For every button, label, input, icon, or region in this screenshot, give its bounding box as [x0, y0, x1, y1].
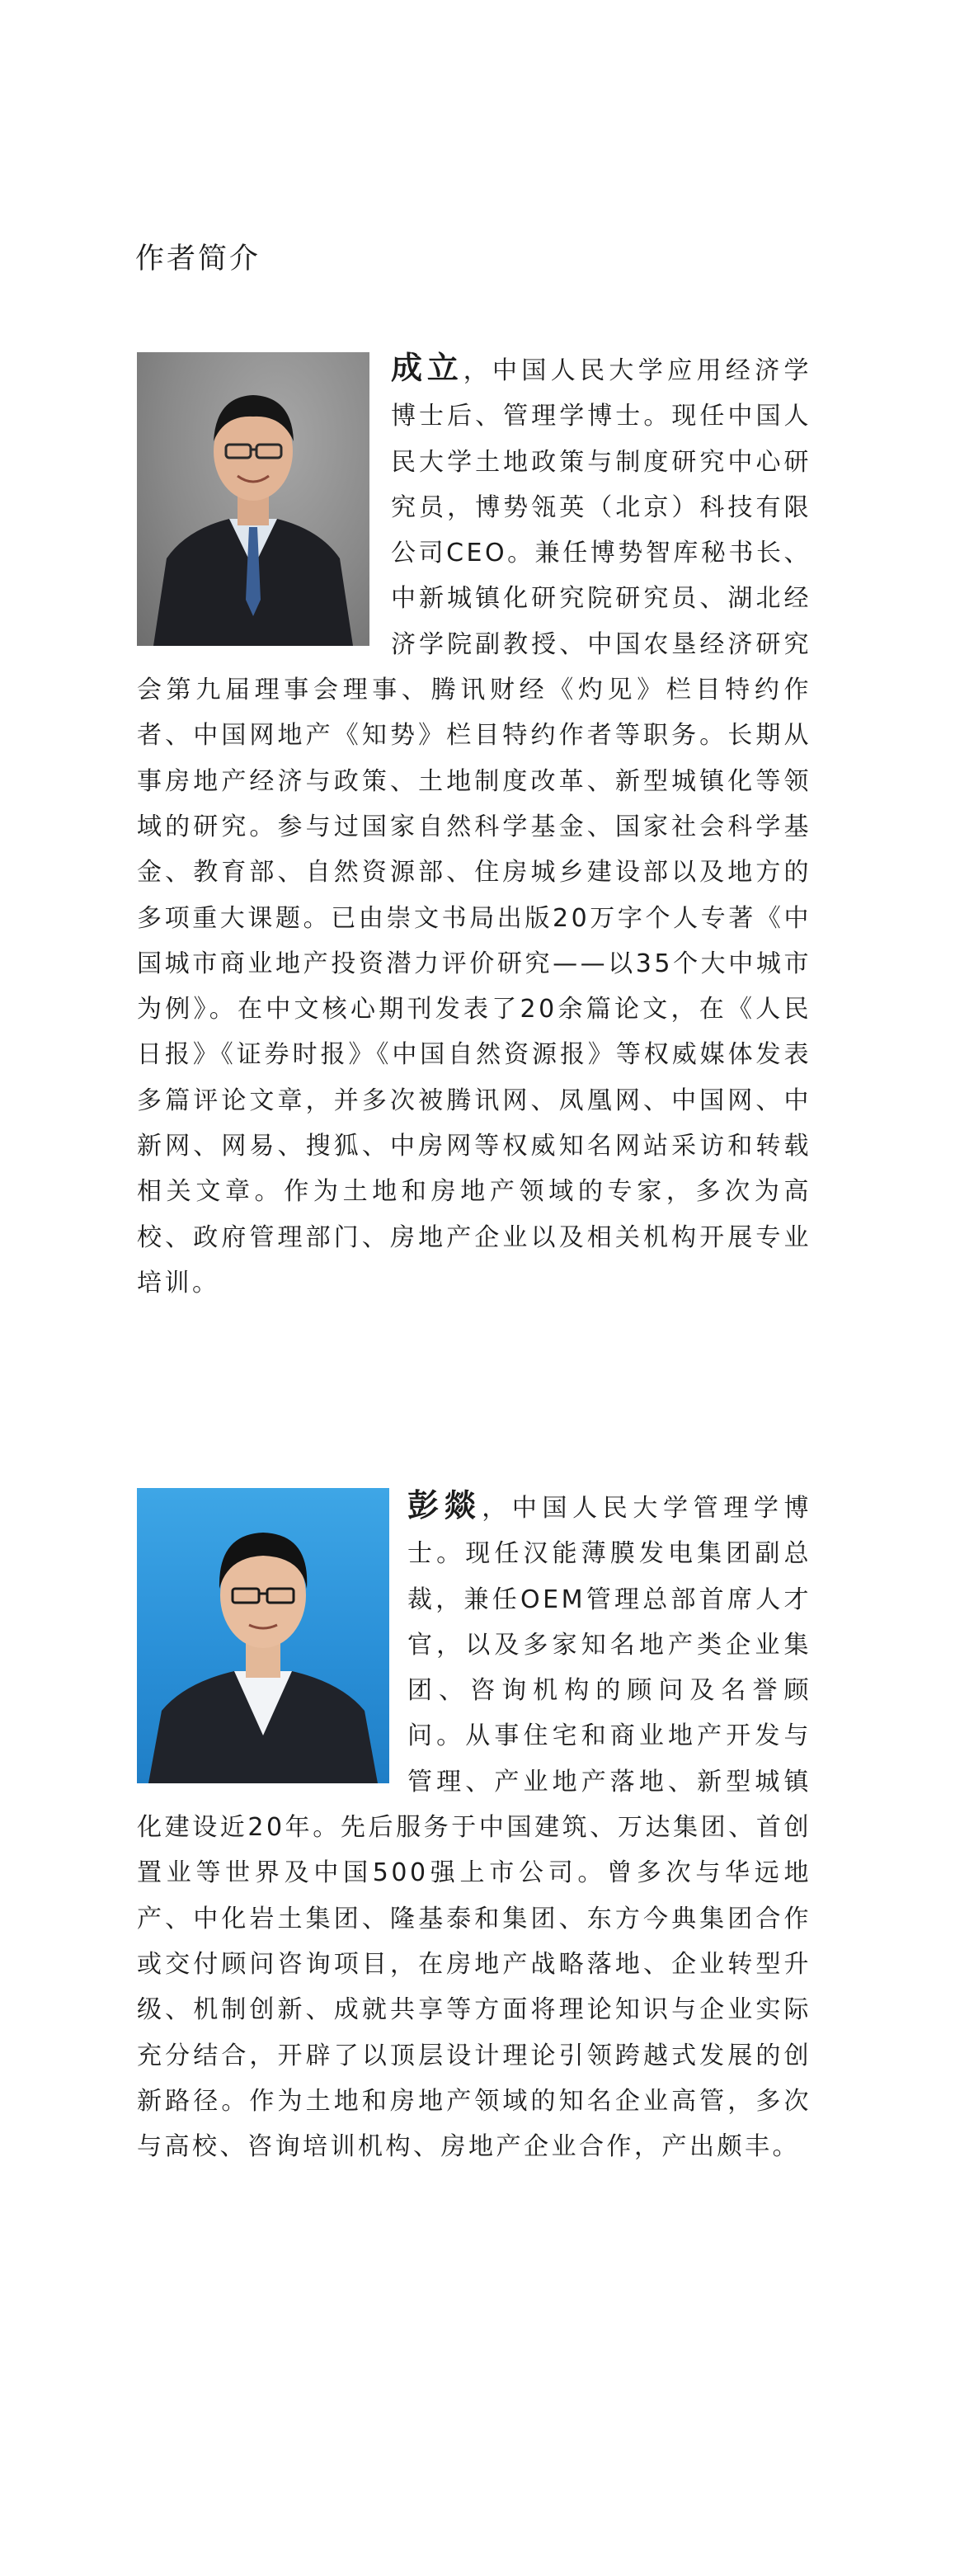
- author-photo-1: [137, 352, 369, 646]
- author-photo-2: [137, 1488, 389, 1783]
- author-name-2: 彭燚: [407, 1487, 482, 1523]
- author-bio-text-1: ，中国人民大学应用经济学博士后、管理学博士。现任中国人民大学土地政策与制度研究中心研究员，博势瓴英（北京）科技有限公司CEO。兼任博势智库秘书长、中新城镇化研究院研究员、湖北经济学院副教授、中国农垦经济研究会第九届理事会理事、腾讯财经《灼见》栏目特约作者、中国网地产《知势》栏目特约作者等职务。长期从事房地产经济与政策、土地制度改革、新型城镇化等领域的研究。参与过国家自然科学基金、国家社会科学基金、教育部、自然资源部、住房城乡建设部以及地方的多项重大课题。已由崇文书局出版20万字个人专著《中国城市商业地产投资潜力评价研究——以35个大中城市为例》。在中文核心期刊发表了20余篇论文，在《人民日报》《证券时报》《中国自然资源报》等权威媒体发表多篇评论文章，并多次被腾讯网、凤凰网、中国网、中新网、网易、搜狐、中房网等权威知名网站采访和转载相关文章。作为土地和房地产领域的专家，多次为高校、政府管理部门、房地产企业以及相关机构开展专业培训。: [137, 356, 812, 1297]
- section-title: 作者简介: [135, 243, 261, 275]
- author-bio-text-2: ，中国人民大学管理学博士。现任汉能薄膜发电集团副总裁，兼任OEM管理总部首席人才官，以及多家知名地产类企业集团、咨询机构的顾问及名誉顾问。从事住宅和商业地产开发与管理、产业地产落地、新型城镇化建设近20年。先后服务于中国建筑、万达集团、首创置业等世界及中国500强上市公司。曾多次与华远地产、中化岩土集团、隆基泰和集团、东方今典集团合作或交付顾问咨询项目，在房地产战略落地、企业转型升级、机制创新、成就共享等方面将理论知识与企业实际充分结合，开辟了以顶层设计理论引领跨越式发展的创新路径。作为土地和房地产领域的知名企业高管，多次与高校、咨询培训机构、房地产企业合作，产出颇丰。: [137, 1494, 812, 2162]
- portrait-photo-icon: [137, 1488, 389, 1783]
- author-name-1: 成立: [391, 350, 463, 386]
- author-bio-2: [137, 1483, 812, 2169]
- author-bio-1: [137, 346, 812, 1306]
- portrait-photo-icon: [137, 352, 369, 646]
